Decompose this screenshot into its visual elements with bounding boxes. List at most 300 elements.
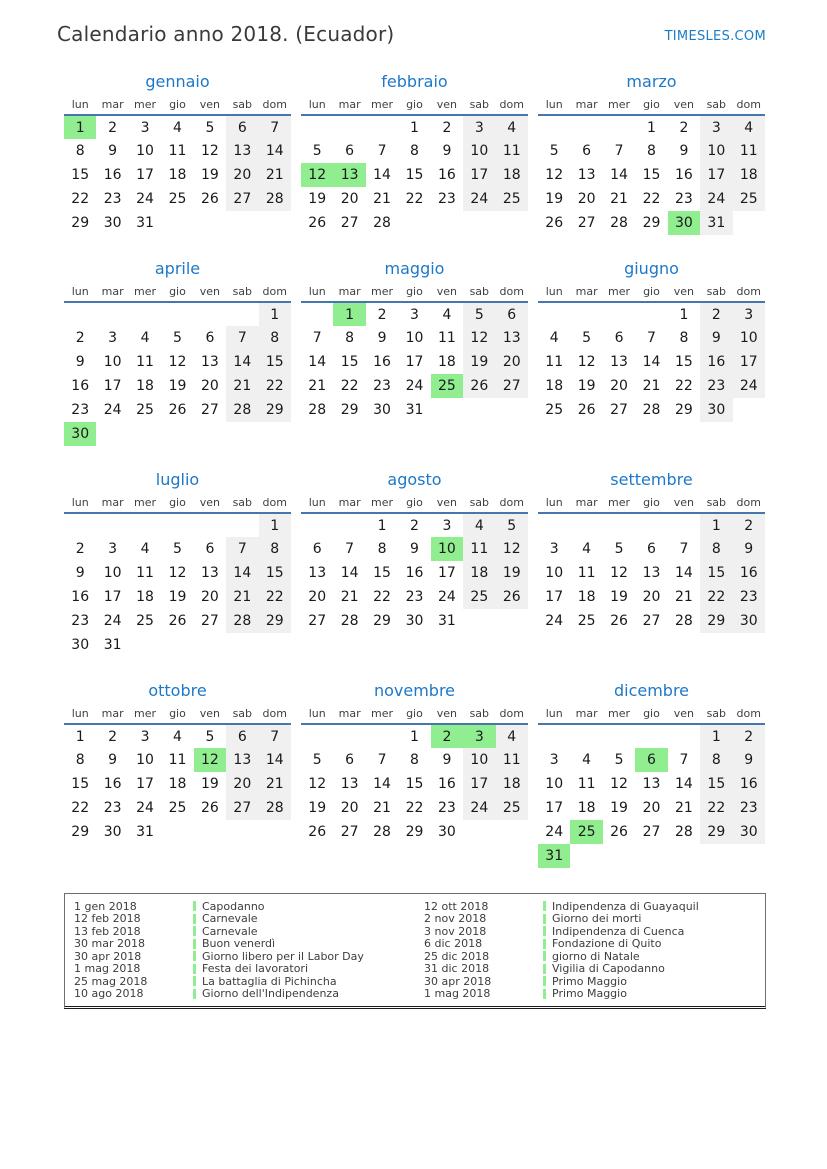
day-cell: 2 <box>75 330 85 346</box>
empty-cell <box>194 513 226 537</box>
weekday-header: ven <box>668 703 700 724</box>
weekday-header: sab <box>463 703 495 724</box>
week-row <box>301 772 528 796</box>
month-title: ottobre <box>148 681 207 700</box>
empty-cell <box>333 724 365 748</box>
day-cell: 19 <box>168 378 187 394</box>
weekday-header: lun <box>64 281 96 302</box>
day-cell: 2 <box>108 728 118 745</box>
day-cell: 12 <box>301 163 333 187</box>
empty-cell <box>496 609 528 633</box>
day-cell: 16 <box>103 776 122 792</box>
week-row <box>538 302 765 326</box>
weekday-header: lun <box>301 492 333 513</box>
week-row <box>64 115 291 139</box>
day-cell: 4 <box>173 119 182 136</box>
day-cell: 11 <box>577 776 596 792</box>
day-cell: 1 <box>259 513 291 537</box>
day-cell: 5 <box>312 143 322 159</box>
legend-date: 6 dic 2018 <box>424 937 483 951</box>
day-cell: 24 <box>136 191 154 207</box>
day-cell: 10 <box>136 143 154 159</box>
weekday-header: gio <box>161 281 193 302</box>
legend-row <box>65 963 415 976</box>
week-row <box>301 163 528 187</box>
day-cell: 14 <box>674 776 693 792</box>
day-cell: 13 <box>333 163 365 187</box>
empty-cell <box>259 422 291 446</box>
week-row <box>538 211 765 235</box>
day-cell: 15 <box>71 776 90 792</box>
weekday-header: dom <box>496 492 528 513</box>
day-cell: 13 <box>200 565 219 581</box>
day-cell: 8 <box>259 326 291 350</box>
legend-row <box>65 938 415 951</box>
day-cell: 15 <box>259 561 291 585</box>
day-cell: 4 <box>496 724 528 748</box>
weekday-header: gio <box>635 94 667 115</box>
day-cell: 18 <box>463 561 495 585</box>
empty-cell <box>431 398 463 422</box>
day-cell: 22 <box>71 800 90 816</box>
day-cell: 19 <box>168 589 187 605</box>
day-cell: 30 <box>437 824 456 840</box>
day-cell: 9 <box>410 541 419 557</box>
week-row <box>538 609 765 633</box>
day-cell: 4 <box>140 541 150 557</box>
day-cell: 17 <box>545 589 564 605</box>
day-cell: 14 <box>259 748 291 772</box>
legend-date: 1 gen 2018 <box>74 899 137 913</box>
empty-cell <box>129 302 161 326</box>
week-row <box>538 163 765 187</box>
day-cell: 3 <box>140 728 150 745</box>
day-cell: 7 <box>647 330 656 346</box>
month-aprile <box>64 259 291 446</box>
day-cell: 4 <box>582 752 592 768</box>
weekday-header: mar <box>333 703 365 724</box>
legend-column <box>65 900 415 1000</box>
empty-cell <box>129 422 161 446</box>
legend-date: 25 mag 2018 <box>74 974 148 988</box>
day-cell: 27 <box>308 613 327 629</box>
day-cell: 25 <box>496 187 528 211</box>
day-cell: 26 <box>610 613 628 629</box>
weekday-header: gio <box>398 492 430 513</box>
day-cell: 30 <box>733 820 765 844</box>
day-cell: 5 <box>205 119 215 136</box>
day-cell: 28 <box>674 824 693 840</box>
day-cell: 14 <box>373 167 391 183</box>
weekday-header: lun <box>538 703 570 724</box>
day-cell: 12 <box>610 565 628 581</box>
empty-cell <box>96 302 128 326</box>
day-cell: 22 <box>405 800 424 816</box>
legend-date: 12 ott 2018 <box>424 899 489 913</box>
day-cell: 21 <box>259 772 291 796</box>
month-table <box>301 94 528 235</box>
weekday-header: lun <box>538 492 570 513</box>
empty-cell <box>538 302 570 326</box>
weekday-header: mer <box>129 94 161 115</box>
day-cell: 22 <box>71 191 90 207</box>
day-cell: 26 <box>308 824 327 840</box>
day-cell: 15 <box>700 772 732 796</box>
day-cell: 24 <box>103 613 122 629</box>
day-cell: 12 <box>194 748 226 772</box>
empty-cell <box>194 633 226 657</box>
day-cell: 2 <box>108 119 118 136</box>
week-row <box>64 374 291 398</box>
day-cell: 22 <box>405 191 424 207</box>
week-row <box>538 772 765 796</box>
weekday-header: mer <box>603 281 635 302</box>
empty-cell <box>668 513 700 537</box>
weekday-header: sab <box>700 492 732 513</box>
weekday-header: mer <box>366 94 398 115</box>
legend-row <box>415 925 765 938</box>
weekday-header: lun <box>301 703 333 724</box>
day-cell: 21 <box>226 585 258 609</box>
day-cell: 19 <box>577 378 596 394</box>
day-cell: 27 <box>200 402 219 418</box>
day-cell: 2 <box>733 513 765 537</box>
month-title: aprile <box>154 259 201 278</box>
week-row <box>538 537 765 561</box>
day-cell: 28 <box>674 613 693 629</box>
day-cell: 24 <box>545 824 564 840</box>
month-table <box>538 94 765 235</box>
empty-cell <box>301 302 333 326</box>
day-cell: 8 <box>647 143 656 159</box>
day-cell: 15 <box>674 354 693 370</box>
week-row <box>301 537 528 561</box>
weekday-header: dom <box>733 94 765 115</box>
month-novembre <box>301 681 528 844</box>
day-cell: 22 <box>259 374 291 398</box>
weekday-header: lun <box>301 281 333 302</box>
empty-cell <box>194 211 226 235</box>
day-cell: 18 <box>437 354 456 370</box>
empty-cell <box>333 115 365 139</box>
day-cell: 19 <box>200 167 219 183</box>
day-cell: 8 <box>259 537 291 561</box>
day-cell: 23 <box>71 613 90 629</box>
legend-date: 1 mag 2018 <box>424 987 491 1001</box>
day-cell: 29 <box>71 215 90 231</box>
day-cell: 3 <box>463 724 495 748</box>
day-cell: 23 <box>733 585 765 609</box>
day-cell: 6 <box>496 302 528 326</box>
day-cell: 31 <box>700 211 732 235</box>
weekday-header: dom <box>496 94 528 115</box>
day-cell: 6 <box>345 752 355 768</box>
week-row <box>64 724 291 748</box>
day-cell: 17 <box>463 163 495 187</box>
empty-cell <box>463 609 495 633</box>
day-cell: 17 <box>463 772 495 796</box>
day-cell: 23 <box>674 191 693 207</box>
day-cell: 25 <box>136 402 154 418</box>
legend-holiday-name: Vigilia di Capodanno <box>552 962 665 976</box>
day-cell: 8 <box>700 537 732 561</box>
day-cell: 24 <box>405 378 424 394</box>
empty-cell <box>301 513 333 537</box>
day-cell: 22 <box>373 589 391 605</box>
day-cell: 4 <box>442 306 452 323</box>
month-title: giugno <box>624 259 679 278</box>
day-cell: 27 <box>226 796 258 820</box>
weekday-header: mer <box>603 492 635 513</box>
day-cell: 14 <box>226 561 258 585</box>
week-row <box>301 350 528 374</box>
day-cell: 12 <box>577 354 596 370</box>
day-cell: 8 <box>410 752 419 768</box>
day-cell: 16 <box>373 354 391 370</box>
day-cell: 7 <box>226 537 258 561</box>
month-table <box>64 281 291 446</box>
day-cell: 20 <box>200 589 219 605</box>
day-cell: 30 <box>733 609 765 633</box>
day-cell: 10 <box>431 537 463 561</box>
day-cell: 25 <box>733 187 765 211</box>
day-cell: 21 <box>373 800 391 816</box>
day-cell: 6 <box>614 330 624 346</box>
weekday-header: lun <box>64 703 96 724</box>
month-giugno <box>538 259 765 422</box>
day-cell: 17 <box>545 800 564 816</box>
legend-row <box>415 963 765 976</box>
day-cell: 18 <box>496 163 528 187</box>
legend-date: 1 mag 2018 <box>74 962 141 976</box>
day-cell: 29 <box>674 402 693 418</box>
day-cell: 12 <box>496 537 528 561</box>
holiday-marker-icon <box>543 901 546 911</box>
day-cell: 12 <box>610 776 628 792</box>
page-header <box>0 0 827 46</box>
empty-cell <box>129 633 161 657</box>
day-cell: 23 <box>103 191 122 207</box>
week-row <box>64 211 291 235</box>
empty-cell <box>366 115 398 139</box>
day-cell: 9 <box>75 565 85 581</box>
day-cell: 26 <box>200 800 219 816</box>
day-cell: 5 <box>496 513 528 537</box>
week-row <box>301 187 528 211</box>
day-cell: 7 <box>377 752 387 768</box>
day-cell: 15 <box>642 167 661 183</box>
holiday-marker-icon <box>193 939 196 949</box>
day-cell: 10 <box>545 565 564 581</box>
weekday-header: lun <box>538 281 570 302</box>
week-row <box>64 163 291 187</box>
day-cell: 11 <box>733 139 765 163</box>
week-row <box>301 302 528 326</box>
month-maggio <box>301 259 528 422</box>
day-cell: 14 <box>610 167 628 183</box>
day-cell: 31 <box>538 844 570 868</box>
day-cell: 6 <box>635 748 667 772</box>
site-link[interactable]: TIMESLES.COM <box>664 29 766 44</box>
day-cell: 1 <box>700 724 732 748</box>
day-cell: 9 <box>700 326 732 350</box>
day-cell: 22 <box>674 378 693 394</box>
day-cell: 13 <box>577 167 596 183</box>
weekday-header: mar <box>570 281 602 302</box>
day-cell: 2 <box>442 119 452 136</box>
day-cell: 27 <box>577 215 596 231</box>
day-cell: 3 <box>410 306 419 323</box>
day-cell: 8 <box>377 541 387 557</box>
day-cell: 30 <box>103 215 122 231</box>
day-cell: 15 <box>405 776 424 792</box>
legend-date: 13 feb 2018 <box>74 924 141 938</box>
week-row <box>301 374 528 398</box>
day-cell: 14 <box>674 565 693 581</box>
day-cell: 31 <box>136 215 154 231</box>
weekday-header: gio <box>635 281 667 302</box>
holiday-marker-icon <box>543 914 546 924</box>
weekday-header: gio <box>635 703 667 724</box>
day-cell: 15 <box>259 350 291 374</box>
legend-date: 31 dic 2018 <box>424 962 490 976</box>
weekday-header: mer <box>603 94 635 115</box>
day-cell: 24 <box>463 796 495 820</box>
day-cell: 10 <box>545 776 564 792</box>
month-table <box>64 703 291 844</box>
day-cell: 27 <box>226 187 258 211</box>
day-cell: 28 <box>259 187 291 211</box>
day-cell: 2 <box>733 724 765 748</box>
day-cell: 20 <box>340 191 359 207</box>
day-cell: 22 <box>259 585 291 609</box>
day-cell: 14 <box>642 354 661 370</box>
day-cell: 25 <box>570 820 602 844</box>
day-cell: 13 <box>642 776 661 792</box>
week-row <box>538 326 765 350</box>
empty-cell <box>194 820 226 844</box>
week-row <box>538 115 765 139</box>
weekday-header: ven <box>431 281 463 302</box>
day-cell: 14 <box>308 354 327 370</box>
day-cell: 3 <box>442 517 452 534</box>
weekday-header: dom <box>733 703 765 724</box>
legend-date: 25 dic 2018 <box>424 949 490 963</box>
weekday-header: ven <box>431 703 463 724</box>
day-cell: 18 <box>136 589 154 605</box>
day-cell: 31 <box>405 402 424 418</box>
day-cell: 23 <box>733 796 765 820</box>
day-cell: 21 <box>642 378 661 394</box>
day-cell: 6 <box>226 115 258 139</box>
day-cell: 18 <box>168 167 187 183</box>
day-cell: 8 <box>700 748 732 772</box>
day-cell: 3 <box>549 541 559 557</box>
day-cell: 30 <box>64 422 96 446</box>
weekday-header: ven <box>194 703 226 724</box>
legend-date: 30 apr 2018 <box>74 949 142 963</box>
empty-cell <box>161 633 193 657</box>
day-cell: 7 <box>259 115 291 139</box>
day-cell: 28 <box>373 215 391 231</box>
empty-cell <box>463 211 495 235</box>
day-cell: 5 <box>614 541 624 557</box>
day-cell: 3 <box>108 330 118 346</box>
day-cell: 18 <box>136 378 154 394</box>
day-cell: 17 <box>405 354 424 370</box>
month-settembre <box>538 470 765 633</box>
day-cell: 11 <box>437 330 456 346</box>
weekday-header: gio <box>161 703 193 724</box>
day-cell: 11 <box>136 354 154 370</box>
day-cell: 18 <box>577 589 596 605</box>
day-cell: 5 <box>173 330 182 346</box>
day-cell: 26 <box>496 585 528 609</box>
week-row <box>64 772 291 796</box>
day-cell: 5 <box>582 330 592 346</box>
week-row <box>64 302 291 326</box>
day-cell: 8 <box>410 143 419 159</box>
empty-cell <box>259 633 291 657</box>
month-table <box>64 94 291 235</box>
month-luglio <box>64 470 291 657</box>
legend-holiday-name: Indipendenza di Guayaquil <box>552 899 699 913</box>
day-cell: 11 <box>168 752 187 768</box>
week-row <box>301 585 528 609</box>
week-row <box>301 748 528 772</box>
day-cell: 29 <box>259 398 291 422</box>
empty-cell <box>570 844 602 868</box>
day-cell: 6 <box>226 724 258 748</box>
week-row <box>538 513 765 537</box>
day-cell: 28 <box>226 398 258 422</box>
week-row <box>538 350 765 374</box>
day-cell: 29 <box>700 609 732 633</box>
holiday-marker-icon <box>543 989 546 999</box>
day-cell: 25 <box>545 402 564 418</box>
day-cell: 4 <box>549 330 559 346</box>
legend-row <box>415 913 765 926</box>
day-cell: 21 <box>373 191 391 207</box>
holiday-marker-icon <box>543 926 546 936</box>
day-cell: 25 <box>168 800 187 816</box>
weekday-header: lun <box>301 94 333 115</box>
day-cell: 23 <box>373 378 391 394</box>
month-title: febbraio <box>381 72 448 91</box>
empty-cell <box>259 820 291 844</box>
day-cell: 23 <box>103 800 122 816</box>
holiday-marker-icon <box>193 914 196 924</box>
empty-cell <box>226 633 258 657</box>
month-table <box>538 492 765 633</box>
day-cell: 9 <box>75 354 85 370</box>
empty-cell <box>570 513 602 537</box>
day-cell: 21 <box>226 374 258 398</box>
legend-holiday-name: Giorno dell'Indipendenza <box>202 987 339 1001</box>
month-table <box>64 492 291 657</box>
day-cell: 3 <box>108 541 118 557</box>
weekday-header: mer <box>129 492 161 513</box>
weekday-header: gio <box>398 703 430 724</box>
legend-date: 2 nov 2018 <box>424 912 487 926</box>
weekday-header: ven <box>668 492 700 513</box>
day-cell: 7 <box>679 752 689 768</box>
day-cell: 2 <box>75 541 85 557</box>
weekday-header: sab <box>463 281 495 302</box>
day-cell: 15 <box>373 565 391 581</box>
holiday-marker-icon <box>193 901 196 911</box>
day-cell: 7 <box>259 724 291 748</box>
